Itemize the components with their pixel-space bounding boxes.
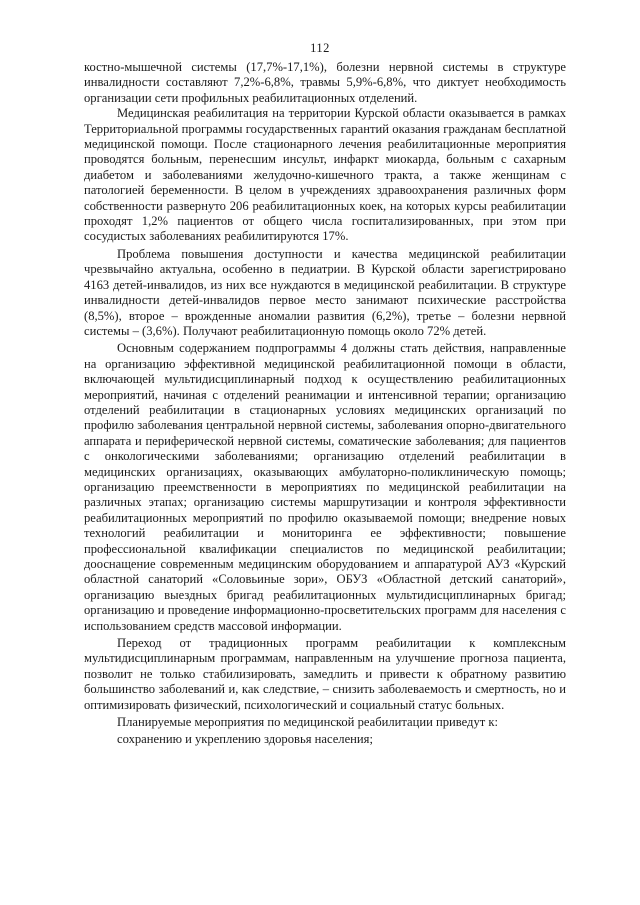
paragraph-list-item: сохранению и укреплению здоровья населения; — [117, 732, 373, 747]
page-number: 112 — [310, 41, 330, 55]
paragraph-continuation: костно-мышечной системы (17,7%-17,1%), болезни нервной системы в структуре инвалидности составляют 7,2%-6,8%, травмы 5,9%-6,8%, что диктует необходимость организации сети профильных реабилитационных отделений. — [84, 60, 566, 105]
paragraph-subprogram-content: Основным содержанием подпрограммы 4 должны стать действия, направленные на организацию эффективной медицинской реабилитационной помощи в области, включающей мультидисциплинарный подход к осуществлению реабилитационных мероприятий, начиная с отделений реанимации и интенсивной терапии; организацию отделений реабилитации в стационарных условиях медицинских организаций по профилю заболевания центральной нервной системы, заболевания опорно-двигательного аппарата и периферической нервной системы, соматические заболевания; для пациентов с онкологическими заболеваниями; организацию отделений реабилитации в медицинских организациях, оказывающих амбулаторно-поликлиническую помощь; организацию преемственности в мероприятиях по медицинской реабилитации на различных этапах; организацию системы маршрутизации и контроля эффективности реабилитационных мероприятий по профилю оказываемой помощи; внедрение новых технологий реабилитации и мониторинга ее эффективности; повышение профессиональной квалификации специалистов по медицинской реабилитации; дооснащение современным медицинским оборудованием и аппаратурой АУЗ «Курский областной санаторий «Соловьиные зори», ОБУЗ «Областной детский санаторий», организацию выездных бригад реабилитационных мультидисциплинарных бригад; организацию и проведение информационно-просветительских программ для населения с использованием средств массовой информации. — [84, 341, 566, 633]
paragraph-pediatric-rehabilitation: Проблема повышения доступности и качества медицинской реабилитации чрезвычайно актуальна, особенно в педиатрии. В Курской области зарегистрировано 4163 детей-инвалидов, из них все нуждаются в медицинской реабилитации. В структуре инвалидности детей-инвалидов первое место занимают психические расстройства (8,5%), второе – врожденные аномалии развития (6,2%), третье – болезни нервной системы – (3,6%). Получают реабилитационную помощь около 72% детей. — [84, 246, 566, 338]
paragraph-regional-rehabilitation: Медицинская реабилитация на территории Курской области оказывается в рамках Территориальной программы государственных гарантий оказания гражданам бесплатной медицинской помощи. После стационарного лечения реабилитационные мероприятия проводятся больным, перенесшим инсульт, инфаркт миокарда, больным с сахарным диабетом и заболеваниями желудочно-кишечного тракта, а также женщинам с патологией беременности. В целом в учреждениях здравоохранения различных форм собственности развернуто 206 реабилитационных коек, на которых курсы реабилитации проходят 1,2% пациентов от общего числа госпитализированных, при этом при сосудистых заболеваниях реабилитируются 17%. — [84, 106, 566, 244]
document-body — [84, 60, 566, 748]
paragraph-planned-measures: Планируемые мероприятия по медицинской реабилитации приведут к: — [117, 715, 499, 730]
paragraph-multidisciplinary-transition: Переход от традиционных программ реабилитации к комплексным мультидисциплинарным программам, направленным на улучшение прогноза пациента, позволит не только стабилизировать, замедлить и привести к обратному развитию большинство заболеваний и, как следствие, – снизить заболеваемость и смертность, но и оптимизировать физический, психологический и социальный статус больных. — [84, 636, 566, 712]
